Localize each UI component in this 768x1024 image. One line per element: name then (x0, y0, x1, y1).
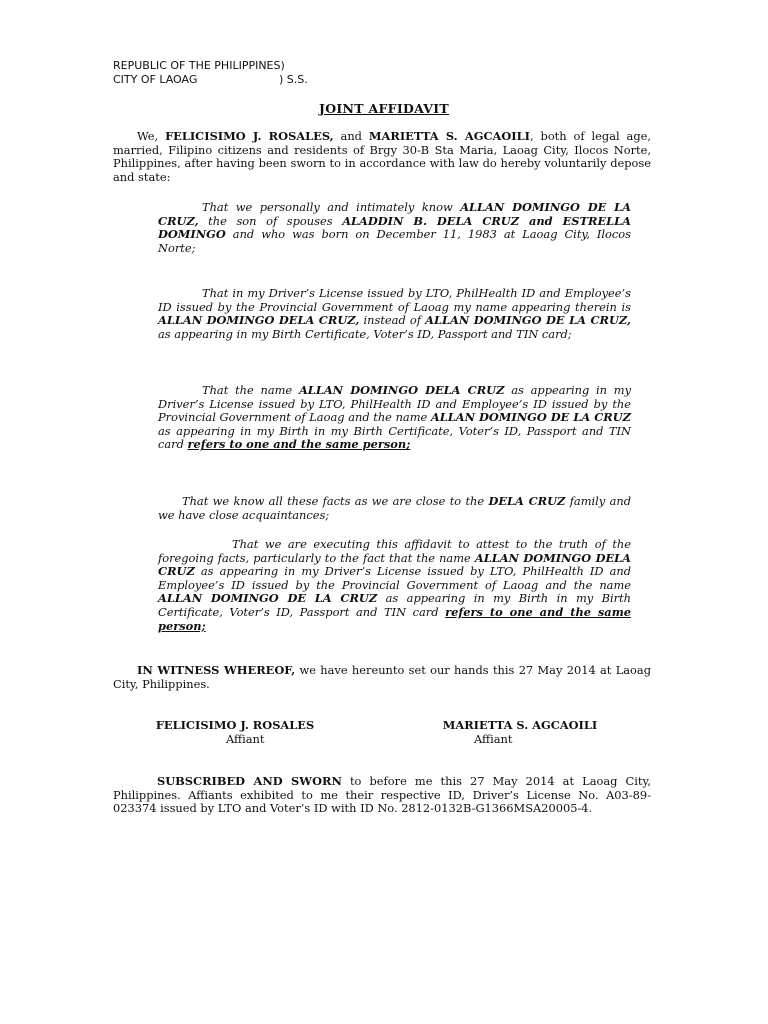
jurat-paragraph: SUBSCRIBED AND SWORN to before me this 27 May 2014 at Laoag City, Philippines. Affiants exhibited to me their respective ID, Driver’s License No. A03-89-023374 issued by LTO and Voter’s ID with ID No. 2812-0132B-G1366MSA20005-4. (113, 774, 651, 816)
signature-block-1 (140, 719, 330, 746)
header-ss: ) S.S. (279, 72, 308, 86)
header-republic: REPUBLIC OF THE PHILIPPINES) (113, 59, 285, 72)
header-city (113, 73, 513, 87)
document-title: JOINT AFFIDAVIT (318, 101, 449, 116)
signatory-name: FELICISIMO J. ROSALES (155, 718, 315, 732)
intro-paragraph: We, FELICISIMO J. ROSALES, and MARIETTA S. AGCAOILI, both of legal age, married, Filipino citizens and residents of Brgy 30-B Sta Maria, Laoag City, Ilocos Norte, Philippines, after having been sworn to in accordance with law do hereby voluntarily depose and state: (113, 129, 652, 184)
header-city-name: CITY OF LAOAG (113, 72, 198, 86)
witness-clause: IN WITNESS WHEREOF, we have hereunto set our hands this 27 May 2014 at Laoag City, Philippines. (113, 663, 651, 691)
signature-block-2 (420, 719, 620, 746)
document-header (113, 59, 513, 87)
paragraph-5: That we are executing this affidavit to attest to the truth of the foregoing facts, particularly to the fact that the name ALLAN DOMINGO DELA CRUZ as appearing in my Driver’s License issued by LTO, PhilHealth ID and Employee’s ID issued by the Provincial Government of Laoag and the name ALLAN DOMINGO DE LA CRUZ as appearing in my Birth in my Birth Certificate, Voter’s ID, Passport and TIN card refers to one and the same person; (158, 537, 632, 633)
paragraph-2: That in my Driver’s License issued by LTO, PhilHealth ID and Employee’s ID issued by the Provincial Government of Laoag my name appearing therein is ALLAN DOMINGO DELA CRUZ, instead of ALLAN DOMINGO DE LA CRUZ, as appearing in my Birth Certificate, Voter’s ID, Passport and TIN card; (158, 286, 631, 341)
affiant-1-name: FELICISIMO J. ROSALES, (165, 129, 334, 143)
signatory-role: Affiant (474, 731, 513, 746)
paragraph-3: That the name ALLAN DOMINGO DELA CRUZ as appearing in my Driver’s License issued by LTO, PhilHealth ID and Employee’s ID issued by the Provincial Government of Laoag and the name ALLAN DOMINGO DE LA CRUZ as appearing in my Birth in my Birth Certificate, Voter’s ID, Passport and TIN card refers to one and the same person; (158, 383, 631, 452)
signatory-name: MARIETTA S. AGCAOILI (442, 718, 598, 732)
paragraph-1: That we personally and intimately know ALLAN DOMINGO DE LA CRUZ, the son of spouses ALADDIN B. DELA CRUZ and ESTRELLA DOMINGO and who was born on December 11, 1983 at Laoag City, Ilocos Norte; (158, 200, 631, 255)
paragraph-4: That we know all these facts as we are close to the DELA CRUZ family and we have close acquaintances; (158, 494, 631, 522)
affiant-2-name: MARIETTA S. AGCAOILI (368, 129, 530, 143)
signatory-role: Affiant (226, 731, 265, 746)
